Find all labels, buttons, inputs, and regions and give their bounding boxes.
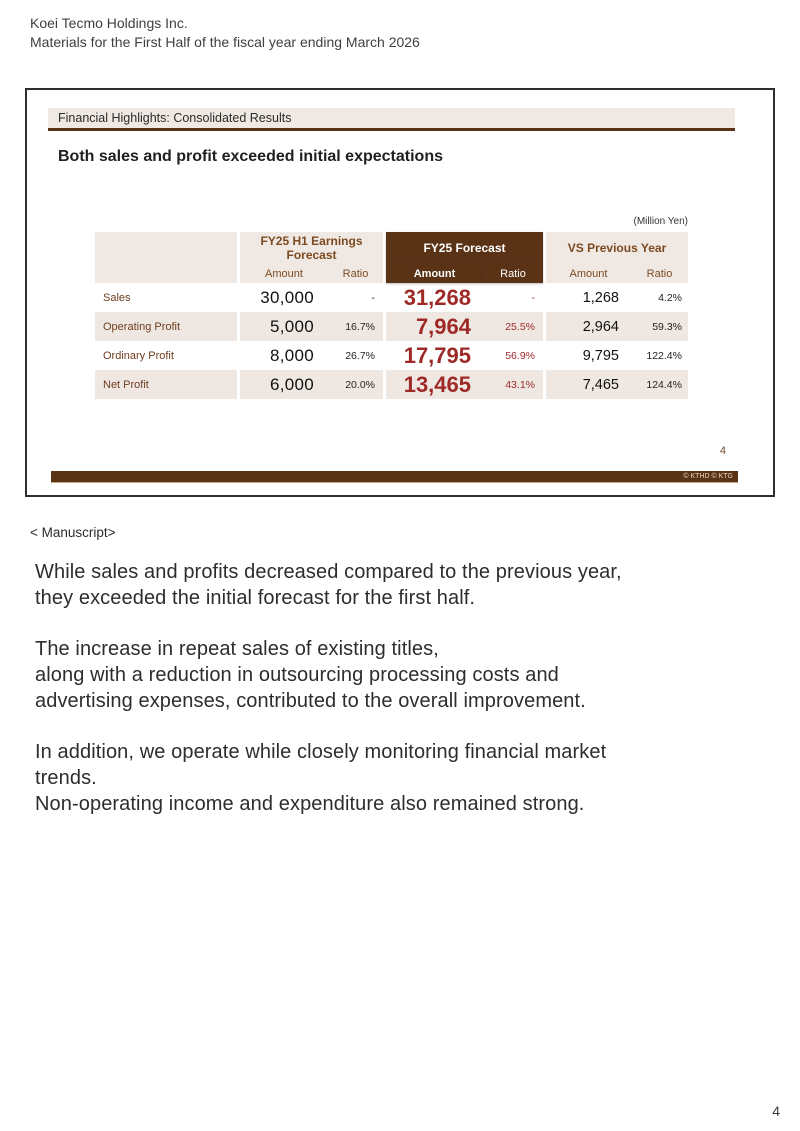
col-group-fy25h1: FY25 H1 Earnings Forecast bbox=[240, 232, 383, 264]
manuscript-line: trends. bbox=[35, 767, 97, 789]
net-h1-ratio: 20.0% bbox=[328, 370, 383, 399]
sales-h1-amount: 30,000 bbox=[260, 287, 314, 307]
net-fc-ratio: 43.1% bbox=[483, 370, 543, 399]
manuscript-heading: < Manuscript> bbox=[30, 525, 116, 540]
sales-h1-ratio: - bbox=[371, 291, 375, 304]
col-group-fy25-forecast: FY25 Forecast bbox=[386, 232, 543, 264]
row-label-sales: Sales bbox=[103, 291, 131, 304]
sales-fc-amount: 31,268 bbox=[403, 284, 471, 310]
ordinary-vs-ratio: 122.4% bbox=[646, 349, 682, 362]
document-header bbox=[30, 14, 420, 52]
row-label-ordinary-profit: Ordinary Profit bbox=[103, 349, 174, 362]
subheader-fc-ratio: Ratio bbox=[483, 264, 543, 283]
sales-vs-amount: 1,268 bbox=[582, 289, 619, 306]
slide bbox=[25, 88, 775, 497]
col-group-vs-previous-year: VS Previous Year bbox=[546, 232, 688, 264]
manuscript-line: The increase in repeat sales of existing titles, bbox=[35, 638, 439, 660]
ordinary-vs-amount: 9,795 bbox=[582, 347, 619, 364]
slide-footer-bar bbox=[51, 471, 738, 483]
operating-h1-amount: 5,000 bbox=[240, 312, 328, 341]
row-label-net-profit: Net Profit bbox=[95, 370, 237, 399]
table-corner-cell bbox=[95, 232, 237, 283]
manuscript-section bbox=[30, 525, 770, 842]
operating-fc-amount: 7,964 bbox=[386, 312, 483, 341]
net-vs-ratio: 124.4% bbox=[631, 370, 688, 399]
company-name: Koei Tecmo Holdings Inc. bbox=[30, 15, 188, 31]
document-title: Materials for the First Half of the fiscal year ending March 2026 bbox=[30, 34, 420, 50]
net-vs-amount: 7,465 bbox=[546, 370, 631, 399]
subheader-vs-amount: Amount bbox=[546, 264, 631, 283]
copyright-text: © KTHD © KTG bbox=[683, 473, 733, 480]
manuscript-line: advertising expenses, contributed to the overall improvement. bbox=[35, 690, 586, 712]
ordinary-h1-amount: 8,000 bbox=[269, 345, 314, 365]
manuscript-paragraph-1 bbox=[35, 559, 770, 611]
subheader-vs-ratio: Ratio bbox=[631, 264, 688, 283]
sales-vs-ratio: 4.2% bbox=[658, 291, 682, 304]
section-title: Financial Highlights: Consolidated Results bbox=[58, 111, 292, 125]
ordinary-h1-ratio: 26.7% bbox=[345, 349, 375, 362]
operating-vs-amount: 2,964 bbox=[546, 312, 631, 341]
subheader-h1-amount: Amount bbox=[240, 264, 328, 283]
operating-vs-ratio: 59.3% bbox=[631, 312, 688, 341]
manuscript-line: along with a reduction in outsourcing processing costs and bbox=[35, 664, 559, 686]
subheader-h1-ratio: Ratio bbox=[328, 264, 383, 283]
manuscript-line: they exceeded the initial forecast for the first half. bbox=[35, 587, 476, 609]
manuscript-line: In addition, we operate while closely monitoring financial market bbox=[35, 741, 607, 763]
manuscript-paragraph-3 bbox=[35, 739, 770, 817]
operating-fc-ratio: 25.5% bbox=[483, 312, 543, 341]
net-h1-amount: 6,000 bbox=[240, 370, 328, 399]
operating-h1-ratio: 16.7% bbox=[328, 312, 383, 341]
subheader-fc-amount: Amount bbox=[386, 264, 483, 283]
page-number: 4 bbox=[772, 1103, 780, 1119]
row-label-operating-profit: Operating Profit bbox=[95, 312, 237, 341]
ordinary-fc-amount: 17,795 bbox=[403, 342, 471, 368]
section-title-bar bbox=[48, 108, 735, 131]
sales-fc-ratio: - bbox=[531, 291, 535, 304]
slide-headline: Both sales and profit exceeded initial expectations bbox=[58, 148, 443, 165]
manuscript-paragraph-2 bbox=[35, 636, 770, 714]
unit-note: (Million Yen) bbox=[633, 216, 688, 227]
slide-page-number: 4 bbox=[719, 445, 726, 457]
financial-table bbox=[95, 232, 688, 399]
ordinary-fc-ratio: 56.9% bbox=[505, 349, 535, 362]
manuscript-line: While sales and profits decreased compared to the previous year, bbox=[35, 561, 622, 583]
manuscript-line: Non-operating income and expenditure also remained strong. bbox=[35, 793, 585, 815]
net-fc-amount: 13,465 bbox=[386, 370, 483, 399]
